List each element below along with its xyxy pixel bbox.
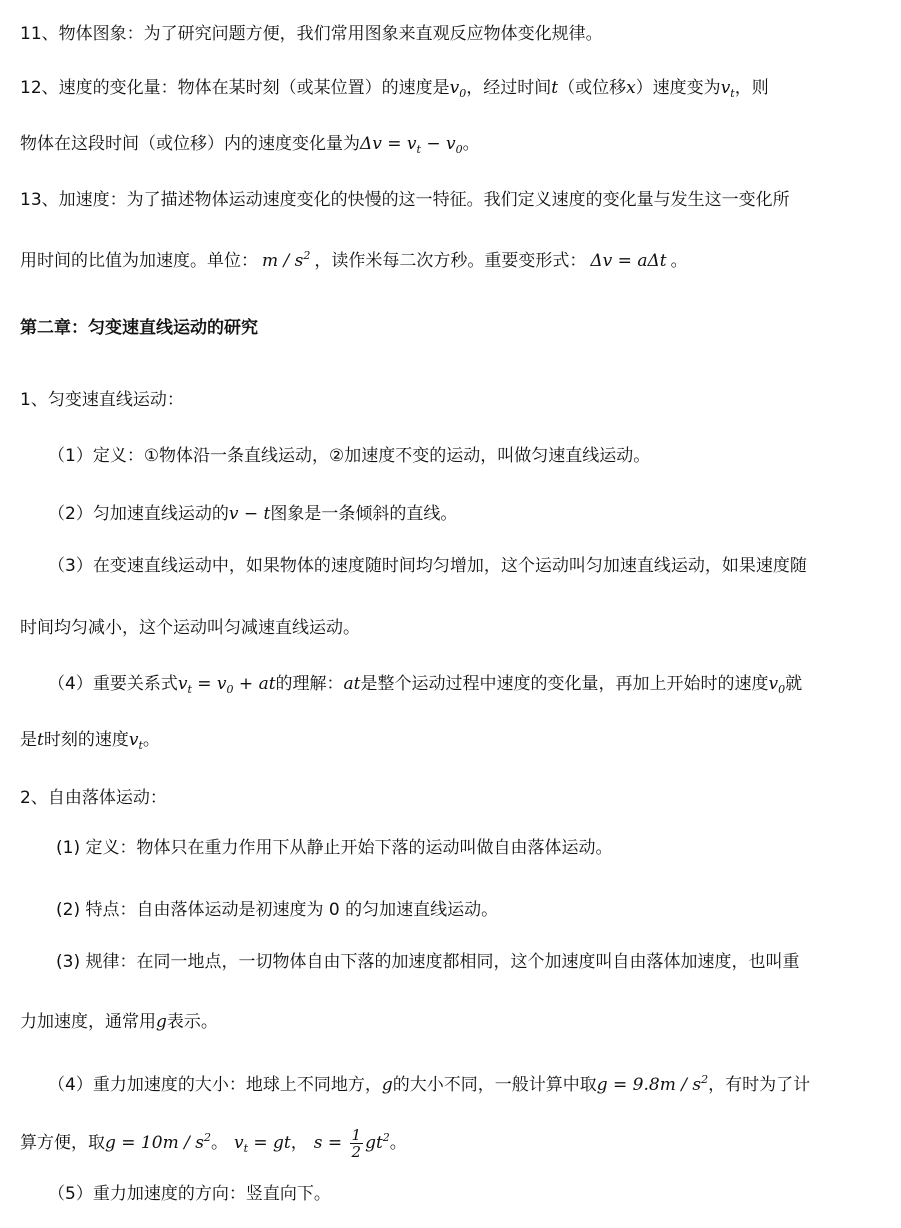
item-number: 13、 [20,190,59,210]
sec2-p4-line2 [20,1124,407,1163]
item-13-line1 [20,186,790,214]
sec1-p3-line2: 时间均匀减小，这个运动叫匀减速直线运动。 [20,618,360,638]
math-delta-v: $\Delta v = v_t - v_0$ [360,134,463,156]
item-text: ，则 [734,78,769,98]
item-text: 。 [462,134,480,154]
sec1-p4-line1 [48,670,802,704]
math-at: at [343,674,361,694]
section-1-title: 1、匀变速直线运动： [20,390,184,410]
item-text: 的理解： [275,674,344,694]
item-text: ， [290,1133,308,1153]
math-vt: $v_t$ [128,730,143,752]
item-text: 物体图象：为了研究问题方便，我们常用图象来直观反应物体变化规律。 [58,24,603,44]
math-x: x [626,78,636,98]
fraction-half: $\frac{1}{2}$ [351,1126,362,1161]
item-text: ，读作米每二次方秒。重要变形式： [314,251,587,271]
math-g-value: $g = 9.8m / s^2$ [596,1073,709,1095]
math-s-formula: s = $\frac{1}{2}$ $gt^2$ [313,1126,390,1161]
item-text: 的大小不同，一般计算中取 [392,1075,597,1095]
item-12-line1 [20,74,769,108]
math-relation: $v_t = v_0$ + at [177,674,276,696]
math-vt-graph: v − t [228,504,271,524]
item-text: 加速度：为了描述物体运动速度变化的快慢的这一特征。我们定义速度的变化量与发生这一变化所 [58,190,790,210]
sec1-p2 [48,500,457,528]
item-text: 。 [142,730,160,750]
math-v0: $v_0$ [768,674,786,696]
sec2-p5: （5）重力加速度的方向：竖直向下。 [48,1184,331,1204]
item-text: （2）匀加速直线运动的 [48,504,229,524]
math-t: t [37,730,44,750]
item-text: 用时间的比值为加速度。单位： [20,251,258,271]
item-text: 就 [785,674,803,694]
item-text: ）速度变为 [635,78,721,98]
math-t: t [551,78,559,98]
item-text: 算方便，取 [20,1133,105,1153]
item-text: 时刻的速度 [43,730,129,750]
math-v0: $v_0$ [449,78,467,100]
item-number: 12、 [20,78,59,98]
item-13-line2 [20,242,688,275]
item-12-line2 [20,130,480,164]
sec2-p1: (1) 定义：物体只在重力作用下从静止开始下落的运动叫做自由落体运动。 [56,838,613,858]
item-text: 。 [389,1133,407,1153]
item-text: ，经过时间 [466,78,552,98]
sec2-p3-line1: (3) 规律：在同一地点，一切物体自由下落的加速度都相同，这个加速度叫自由落体加速度，也叫重 [56,952,800,972]
math-formula: Δv = aΔt [590,251,667,271]
math-g: g [381,1075,393,1095]
item-text: 是整个运动过程中速度的变化量，再加上开始时的速度 [360,674,769,694]
item-11 [20,20,603,48]
sec2-p3-line2 [20,1008,218,1036]
item-text: 。 [210,1133,228,1153]
item-number: 11、 [20,24,59,44]
item-text: （或位移 [558,78,627,98]
chapter-heading: 第二章：匀变速直线运动的研究 [20,318,258,338]
item-text: 物体在这段时间（或位移）内的速度变化量为 [20,134,360,154]
sec1-p1: （1）定义：①物体沿一条直线运动，②加速度不变的运动，叫做匀速直线运动。 [48,446,651,466]
item-text: （4）重力加速度的大小：地球上不同地方， [48,1075,382,1095]
math-vt-gt: $v_t$ = gt [233,1133,291,1155]
item-text: ，有时为了计 [708,1075,811,1095]
item-text: 图象是一条倾斜的直线。 [270,504,458,524]
math-vt: $v_t$ [720,78,735,100]
sec1-p4-line2 [20,726,160,760]
math-unit: m / $s^2$ [262,249,311,271]
item-text: 。 [670,251,688,271]
item-text: 力加速度，通常用 [20,1012,156,1032]
sec2-p4-line1 [48,1066,810,1099]
item-text: 表示。 [166,1012,218,1032]
item-text: （4）重要关系式 [48,674,178,694]
math-g-10: $g = 10m / s^2$ [105,1131,211,1153]
math-g: g [156,1012,167,1032]
sec2-p2: (2) 特点：自由落体运动是初速度为 0 的匀加速直线运动。 [56,900,499,920]
section-2-title: 2、自由落体运动： [20,788,167,808]
item-text: 速度的变化量：物体在某时刻（或某位置）的速度是 [58,78,450,98]
item-text: 是 [20,730,37,750]
sec1-p3-line1: （3）在变速直线运动中，如果物体的速度随时间均匀增加，这个运动叫匀加速直线运动，如果速度随 [48,556,807,576]
